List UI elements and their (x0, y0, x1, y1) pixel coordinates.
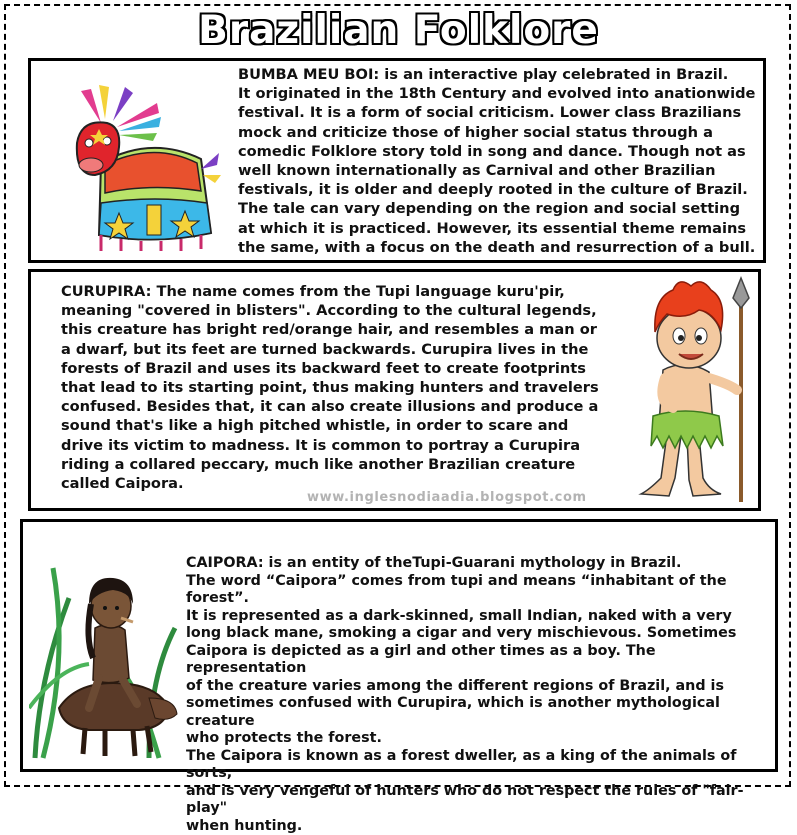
blog-watermark: www.inglesnodiaadia.blogspot.com (307, 490, 587, 505)
curupira-panel (28, 269, 761, 511)
curupira-character-icon (629, 274, 759, 506)
curupira-text: CURUPIRA: The name comes from the Tupi language kuru'pir, meaning "covered in blisters". According to the cultural legends, this creature has bright red/orange hair, and resembles a man or a dwarf, but its feet are turned backwards. Curupira lives in the forests of Brazil and uses its backward feet to create footprints that lead to its starting point, thus making hunters and travelers confused. Besides that, it can also create illusions and produce a sound that's like a high pitched whistle, in order to scare and drive its victim to madness. It is common to portray a Curupira riding a collared peccary, much like another Brazilian creature called Caipora. (61, 283, 599, 493)
bumba-meu-boi-text: BUMBA MEU BOI: is an interactive play celebrated in Brazil. It originated in the 18th Century and evolved into anationwide festival. It is a form of social criticism. Lower class Brazilians mock and criticize those of higher social status through a comedic Folklore story told in song and dance. Though not as well known internationally as Carnival and other Brazilian festivals, it is older and deeply rooted in the culture of Brazil. The tale can vary depending on the region and social setting at which it is practiced. However, its essential theme remains the same, with a focus on the death and resurrection of a bull. (238, 66, 756, 256)
caipora-text: CAIPORA: is an entity of theTupi-Guarani mythology in Brazil. The word “Caipora” comes from tupi and means “inhabitant of the forest”. It is represented as a dark-skinned, small Indian, naked with a very long black mane, smoking a cigar and very mischievous. Sometimes Caipora is depicted as a girl and other times as a boy. The representation of the creature varies among the different regions of Brazil, and is sometimes confused with Curupira, which is another mythological creature who protects the forest. The Caipora is known as a forest dweller, as a king of the animals of sorts, and is very vengeful of hunters who do not respect the rules of "fair-play" when hunting. (186, 555, 744, 834)
caipora-panel (20, 519, 778, 834)
bull-costume-icon (61, 83, 221, 253)
page-title: Brazilian Folklore (198, 8, 599, 53)
caipora-riding-boar-icon (29, 558, 179, 763)
bumba-meu-boi-panel (28, 58, 766, 263)
